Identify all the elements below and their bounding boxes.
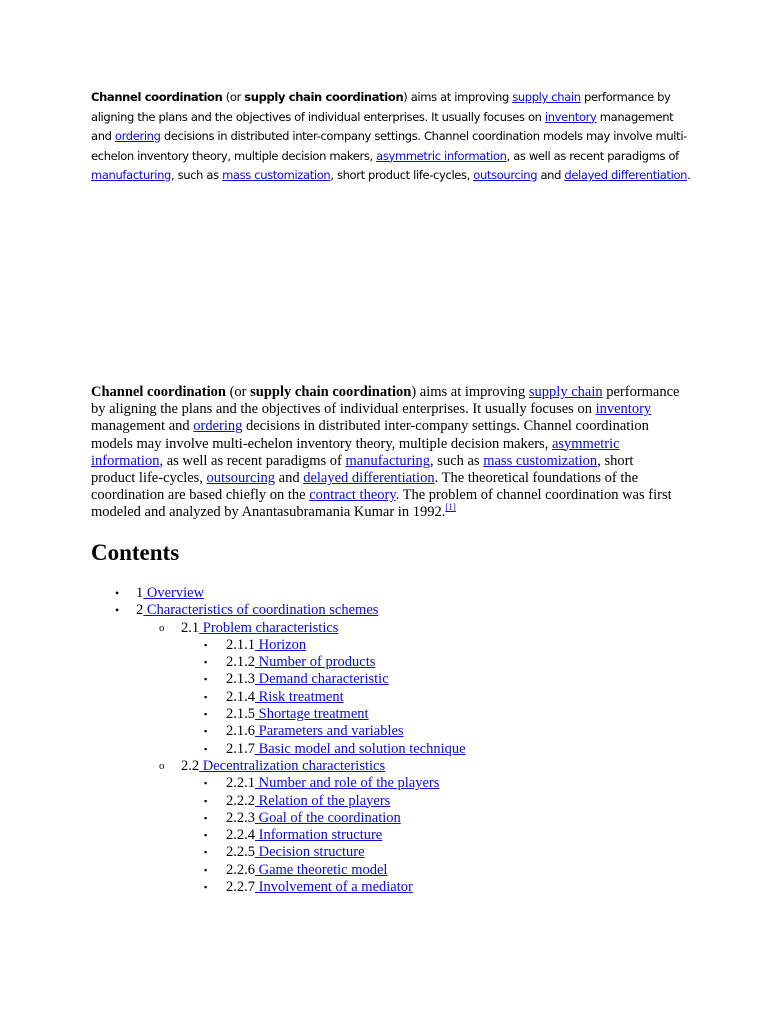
link-supply-chain[interactable]: supply chain [528,384,603,400]
link-manufacturing[interactable]: manufacturing [91,168,172,182]
toc-link-parameters-and-variables[interactable]: Parameters and variables [255,723,404,740]
intro-text: (or [222,90,245,104]
link-ordering[interactable]: ordering [114,129,161,143]
square-bullet-icon: ▪ [204,639,208,650]
toc-number: 2.1.6 [226,723,255,740]
intro-text: (or [225,384,251,400]
intro-text: decisions in distributed inter-company settings. Channel coordination models may involve multi-echelon inventory theory, multiple decision makers, [91,129,687,163]
intro-text: , such as [430,452,484,469]
toc-number: 2.1.7 [226,740,255,757]
toc-item [91,671,691,688]
square-bullet-icon: ▪ [204,778,208,789]
link-supply-chain[interactable]: supply chain [512,90,581,104]
toc-item [91,689,691,706]
intro-text: decisions in distributed inter-company settings. Channel coordination models may involve multi-echelon inventory theory, multiple decision makers, [91,418,649,452]
term-supply-chain-coordination: supply chain coordination [244,90,404,104]
toc-number: 2.2.2 [226,792,255,809]
toc-link-problem-characteristics[interactable]: Problem characteristics [199,619,339,636]
intro-text: ) aims at improving [403,90,513,104]
toc-item [91,775,691,792]
intro-text: , as well as recent paradigms of [159,452,346,469]
toc-item [91,741,691,758]
square-bullet-icon: ▪ [204,674,208,685]
toc-number: 2.2 [181,757,200,774]
toc-number: 2.1 [181,619,200,636]
intro-text: . The problem of channel coordination was first modeled and analyzed by Anantasubramania Kumar in 1992. [91,487,672,521]
reference-link[interactable]: [1] [445,502,456,513]
circle-bullet-icon: o [159,621,165,634]
square-bullet-icon: ▪ [204,709,208,720]
link-delayed-differentiation[interactable]: delayed differentiation [303,470,435,487]
intro-text: management and [91,418,194,435]
toc-link-shortage-treatment[interactable]: Shortage treatment [255,706,369,723]
toc-number: 2.1.4 [226,688,255,705]
intro-paragraph-serif [91,384,681,522]
square-bullet-icon: ▪ [204,882,208,893]
toc-link-involvement-of-mediator[interactable]: Involvement of a mediator [255,879,413,896]
intro-paragraph-sans [91,88,691,186]
toc-number: 2.1.2 [226,654,255,671]
link-delayed-differentiation[interactable]: delayed differentiation [564,168,688,182]
toc-link-basic-model[interactable]: Basic model and solution technique [255,740,466,757]
link-mass-customization[interactable]: mass customization [483,452,598,469]
toc-link-number-of-products[interactable]: Number of products [255,654,376,671]
toc-item [91,827,691,844]
toc-number: 2.2.6 [226,861,255,878]
toc-number: 2 [136,602,144,619]
toc-item [91,758,691,775]
square-bullet-icon: ▪ [204,691,208,702]
toc-link-goal-of-coordination[interactable]: Goal of the coordination [255,809,401,826]
link-asymmetric-information[interactable]: asymmetric information [91,435,620,469]
toc-link-number-and-role[interactable]: Number and role of the players [255,775,440,792]
term-channel-coordination: Channel coordination [91,90,223,104]
toc-item [91,879,691,896]
link-inventory[interactable]: inventory [544,109,597,124]
toc-link-information-structure[interactable]: Information structure [255,827,383,844]
link-asymmetric-information[interactable]: asymmetric information [376,148,507,163]
intro-text: . The theoretical foundations of the coordination are based chiefly on the [91,470,639,504]
intro-text: , as well as recent paradigms of [506,148,679,163]
toc-link-game-theoretic-model[interactable]: Game theoretic model [255,861,388,878]
toc-item [91,793,691,810]
intro-text: , short product life-cycles, [91,452,634,487]
toc-number: 1 [136,585,144,601]
intro-text: performance by aligning the plans and the objectives of individual enterprises. It usually focuses on [91,384,680,418]
intro-text: and [275,470,304,487]
toc-link-relation-of-players[interactable]: Relation of the players [255,792,391,809]
square-bullet-icon: ▪ [204,864,208,875]
term-supply-chain-coordination: supply chain coordination [250,384,412,400]
square-bullet-icon: ▪ [204,847,208,858]
square-bullet-icon: ▪ [204,830,208,841]
link-outsourcing[interactable]: outsourcing [473,168,538,182]
intro-text: and [537,168,565,182]
toc-number: 2.2.1 [226,775,255,792]
toc-item [91,844,691,861]
toc-link-risk-treatment[interactable]: Risk treatment [255,688,344,705]
intro-text: , such as [171,168,223,182]
link-manufacturing[interactable]: manufacturing [345,452,431,469]
toc-number: 2.2.5 [226,844,255,861]
intro-text: . [687,168,691,182]
contents-heading: Contents [91,540,180,565]
toc-item [91,585,691,602]
term-channel-coordination: Channel coordination [91,384,226,400]
square-bullet-icon: ▪ [204,743,208,754]
toc-item [91,810,691,827]
toc-item [91,620,691,637]
toc-number: 2.1.1 [226,636,255,653]
toc-number: 2.2.7 [226,879,255,896]
square-bullet-icon: ▪ [204,795,208,806]
toc-item [91,706,691,723]
toc-number: 2.2.3 [226,809,255,826]
toc-item [91,637,691,654]
bullet-icon: • [115,603,120,618]
link-contract-theory[interactable]: contract theory [309,487,396,504]
toc-item [91,602,691,619]
intro-text: performance by aligning the plans and the objectives of individual enterprises. It usually focuses on [91,90,671,124]
toc-link-decision-structure[interactable]: Decision structure [255,844,365,861]
toc-number: 2.2.4 [226,827,255,844]
toc-number: 2.1.3 [226,671,255,688]
link-mass-customization[interactable]: mass customization [222,168,331,182]
link-inventory[interactable]: inventory [595,401,652,418]
square-bullet-icon: ▪ [204,726,208,737]
toc-link-characteristics[interactable]: Characteristics of coordination schemes [143,602,379,619]
link-ordering[interactable]: ordering [193,418,243,435]
toc-number: 2.1.5 [226,706,255,723]
table-of-contents [91,585,691,896]
toc-link-decentralization-characteristics[interactable]: Decentralization characteristics [199,757,386,774]
link-outsourcing[interactable]: outsourcing [206,470,276,487]
toc-item [91,654,691,671]
toc-item [91,723,691,740]
square-bullet-icon: ▪ [204,812,208,823]
circle-bullet-icon: o [159,759,165,772]
toc-link-demand-characteristic[interactable]: Demand characteristic [255,671,389,688]
toc-link-overview[interactable]: Overview [143,585,205,601]
intro-text: , short product life-cycles, [330,168,474,182]
toc-item [91,862,691,879]
square-bullet-icon: ▪ [204,657,208,668]
bullet-icon: • [115,586,120,600]
intro-text: management and [91,109,674,143]
intro-text: ) aims at improving [411,384,529,400]
toc-link-horizon[interactable]: Horizon [255,636,307,653]
